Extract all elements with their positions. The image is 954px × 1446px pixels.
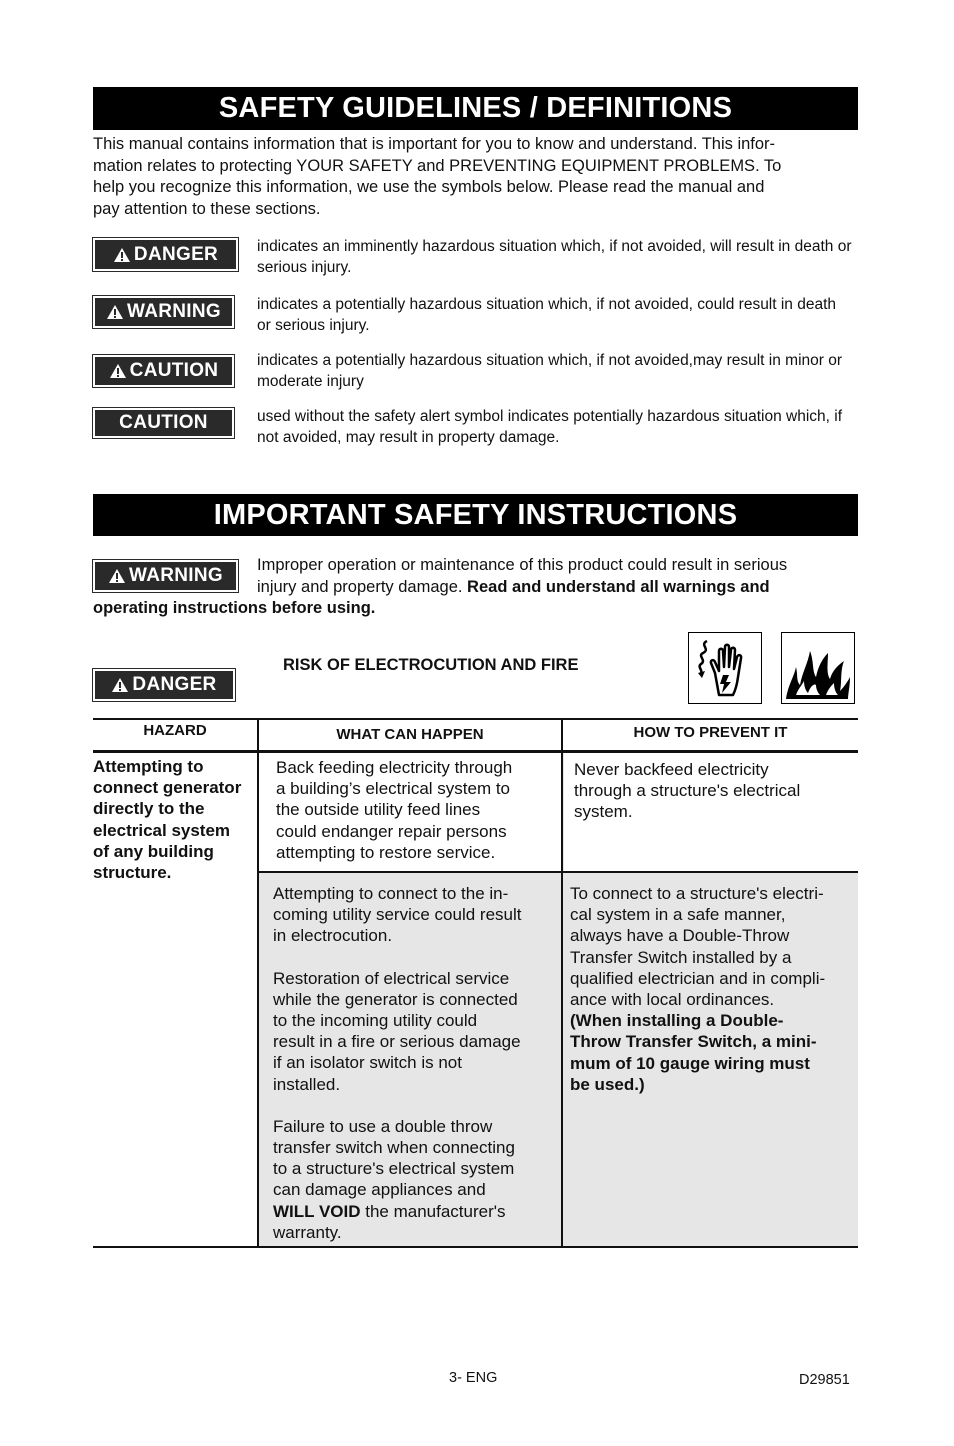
section-title-safety-guidelines: SAFETY GUIDELINES / DEFINITIONS bbox=[93, 87, 858, 130]
text-line: Never backfeed electricity bbox=[574, 760, 769, 779]
text-line: while the generator is connected bbox=[273, 989, 518, 1009]
text-line: in electrocution. bbox=[273, 926, 393, 946]
warning-text-plain: injury and property damage. bbox=[257, 578, 468, 596]
text-line: ance with local ordinances. bbox=[570, 990, 775, 1010]
warning-signal-label bbox=[93, 296, 234, 328]
header-how-to-prevent: HOW TO PREVENT IT bbox=[633, 724, 788, 741]
hazard-line: electrical system bbox=[93, 820, 231, 840]
text-line: coming utility service could result bbox=[273, 905, 522, 925]
text-line bbox=[273, 1201, 561, 1222]
intro-line: This manual contains information that is important for you to know and understand. This infor- bbox=[93, 135, 776, 153]
text-line: attempting to restore service. bbox=[276, 842, 496, 862]
signal-word: CAUTION bbox=[129, 360, 219, 381]
text-line: installed. bbox=[273, 1074, 341, 1094]
table-header-rule bbox=[93, 750, 858, 753]
text-line-bold: be used.) bbox=[570, 1074, 645, 1094]
document-code: D29851 bbox=[799, 1372, 850, 1388]
table-bottom-rule bbox=[93, 1246, 858, 1248]
danger-signal-label bbox=[93, 238, 238, 271]
hazard-line: Attempting to bbox=[93, 757, 204, 776]
hazard-line: connect generator bbox=[93, 778, 242, 798]
header-hazard: HAZARD bbox=[143, 722, 207, 739]
text-line: can damage appliances and bbox=[273, 1180, 486, 1200]
text-line: cal system in a safe manner, bbox=[570, 905, 786, 925]
signal-word: WARNING bbox=[127, 301, 221, 322]
danger-definition: indicates an imminently hazardous situation which, if not avoided, will result in death or serious injury. bbox=[257, 238, 852, 276]
text-line: system. bbox=[574, 802, 633, 822]
warning-text-line2 bbox=[257, 577, 857, 599]
will-void-bold: WILL VOID bbox=[273, 1201, 361, 1221]
caution-property-definition: used without the safety alert symbol indicates potentially hazardous situation which, if not avoided, may result in property damage. bbox=[257, 408, 843, 446]
text-line: Restoration of electrical service bbox=[273, 968, 510, 988]
text-line: result in a fire or serious damage bbox=[273, 1032, 521, 1052]
section-title-important-safety: IMPORTANT SAFETY INSTRUCTIONS bbox=[93, 494, 858, 536]
caution-no-symbol-label bbox=[93, 408, 234, 438]
text-line: to the incoming utility could bbox=[273, 1011, 478, 1031]
hazard-line: directly to the bbox=[93, 799, 205, 819]
header-what-can-happen: WHAT CAN HAPPEN bbox=[336, 726, 484, 743]
text-line: warranty. bbox=[273, 1222, 342, 1242]
hazard-line: of any building bbox=[93, 841, 214, 861]
text-line: transfer switch when connecting bbox=[273, 1138, 515, 1158]
text-line: the outside utility feed lines bbox=[276, 800, 481, 820]
warning-text-bold: Read and understand all warnings and bbox=[467, 578, 770, 596]
hazard-cell bbox=[93, 756, 258, 883]
intro-line: pay attention to these sections. bbox=[93, 199, 321, 218]
text-line: qualified electrician and in compli- bbox=[570, 968, 826, 988]
text-line: To connect to a structure's electri- bbox=[570, 884, 824, 903]
risk-title: RISK OF ELECTROCUTION AND FIRE bbox=[283, 656, 579, 674]
danger-signal-label bbox=[93, 669, 235, 701]
alert-triangle-icon bbox=[108, 568, 126, 584]
text-line: through a structure's electrical bbox=[574, 781, 801, 801]
table-row-rule bbox=[259, 871, 858, 873]
caution-signal-label bbox=[93, 355, 234, 387]
paragraph-gap bbox=[273, 947, 561, 968]
row1-what-cell bbox=[276, 757, 561, 863]
warning-text-line1: Improper operation or maintenance of this product could result in serious bbox=[257, 556, 788, 574]
text-line: to a structure's electrical system bbox=[273, 1159, 515, 1179]
row2-what-cell bbox=[273, 883, 561, 1243]
intro-line: mation relates to protecting YOUR SAFETY and PREVENTING EQUIPMENT PROBLEMS. To bbox=[93, 156, 782, 175]
text-tail: the manufacturer's bbox=[360, 1201, 506, 1221]
signal-word: CAUTION bbox=[119, 412, 208, 433]
alert-triangle-icon bbox=[109, 363, 127, 379]
row1-how-cell bbox=[574, 759, 856, 823]
signal-word: WARNING bbox=[129, 565, 223, 586]
table-column-rule bbox=[561, 718, 563, 1248]
text-line: Failure to use a double throw bbox=[273, 1116, 493, 1136]
text-line-bold: Throw Transfer Switch, a mini- bbox=[570, 1032, 817, 1052]
text-line: always have a Double-Throw bbox=[570, 926, 790, 946]
text-line: if an isolator switch is not bbox=[273, 1053, 462, 1073]
text-line: Transfer Switch installed by a bbox=[570, 947, 792, 967]
text-line-bold: (When installing a Double- bbox=[570, 1011, 784, 1031]
page-number: 3- ENG bbox=[449, 1370, 498, 1386]
warning-definition: indicates a potentially hazardous situation which, if not avoided, could result in death or serious injury. bbox=[257, 296, 837, 334]
hazard-line: structure. bbox=[93, 863, 172, 883]
text-line: Attempting to connect to the in- bbox=[273, 884, 509, 903]
intro-line: help you recognize this information, we use the symbols below. Please read the manual and bbox=[93, 178, 765, 196]
signal-word: DANGER bbox=[133, 243, 219, 265]
text-line-bold: mum of 10 gauge wiring must bbox=[570, 1053, 810, 1073]
signal-word: DANGER bbox=[132, 674, 217, 695]
text-line: could endanger repair persons bbox=[276, 821, 507, 841]
warning-text-line3: operating instructions before using. bbox=[93, 599, 376, 617]
caution-definition: indicates a potentially hazardous situation which, if not avoided,may result in minor or moderate injury bbox=[257, 352, 843, 390]
intro-paragraph bbox=[93, 134, 858, 220]
warning-signal-label bbox=[93, 560, 238, 592]
text-line: Back feeding electricity through bbox=[276, 758, 513, 777]
row2-how-cell bbox=[570, 883, 858, 1095]
fire-icon bbox=[781, 632, 855, 704]
text-line: a building’s electrical system to bbox=[276, 779, 511, 799]
electric-shock-hand-icon bbox=[688, 632, 762, 704]
table-top-rule bbox=[93, 718, 858, 720]
alert-triangle-icon bbox=[111, 677, 129, 693]
paragraph-gap bbox=[273, 1095, 561, 1116]
alert-triangle-icon bbox=[106, 304, 124, 320]
alert-triangle-icon bbox=[113, 247, 131, 263]
